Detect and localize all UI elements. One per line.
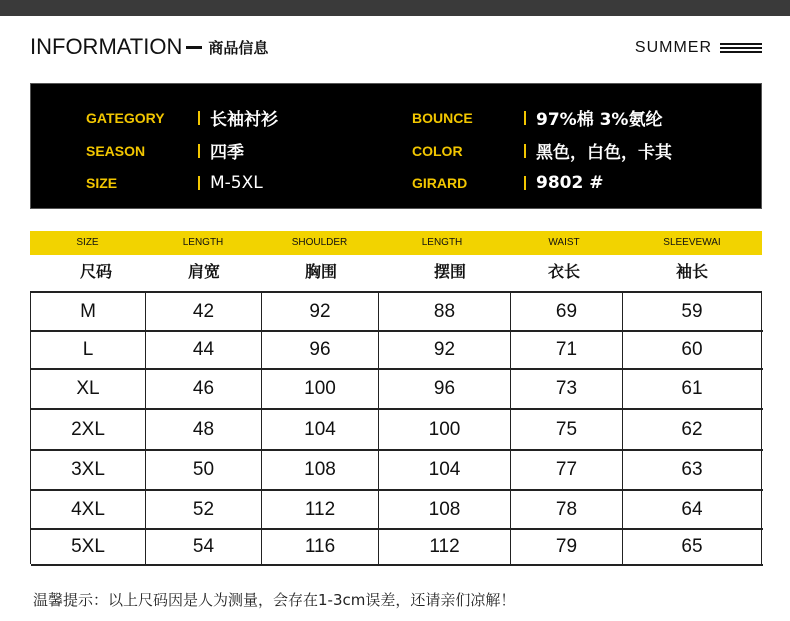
summer-tag — [635, 39, 762, 57]
table-cell: 54 — [146, 530, 262, 564]
size-table — [30, 291, 762, 564]
table-cell: 42 — [146, 293, 262, 330]
table-cell: 77 — [511, 451, 623, 489]
table-cell: 46 — [146, 370, 262, 408]
info-key: GIRARD — [412, 175, 468, 191]
table-cell: 78 — [511, 491, 623, 528]
section-title — [30, 33, 268, 61]
table-row — [31, 530, 763, 566]
info-row-size — [86, 173, 263, 193]
table-cell: 104 — [262, 410, 379, 449]
subheader-cell: 尺码 — [79, 262, 112, 281]
header-cell: LENGTH — [421, 237, 463, 248]
info-key: SEASON — [86, 142, 146, 159]
info-separator — [524, 176, 526, 190]
table-cell: 88 — [379, 293, 511, 330]
table-cell: 71 — [511, 332, 623, 368]
size-table-header — [30, 231, 762, 255]
size-disclaimer: 温馨提示：以上尺码因是人为测量，会存在1-3cm误差，还请亲们凉解！ — [33, 591, 516, 609]
summer-label: SUMMER — [634, 39, 712, 56]
header-cell: WAIST — [548, 237, 580, 248]
table-cell: 116 — [262, 530, 379, 564]
table-cell: 60 — [623, 332, 762, 368]
table-cell: L — [31, 332, 146, 368]
table-cell: 4XL — [31, 491, 146, 528]
header-cell: SLEEVEWAI — [663, 237, 721, 248]
table-cell: 61 — [623, 370, 762, 408]
table-cell: 96 — [262, 332, 379, 368]
table-cell: 62 — [623, 410, 762, 449]
info-value: 9802 # — [536, 173, 604, 193]
table-cell: 108 — [379, 491, 511, 528]
header-cell: SHOULDER — [291, 237, 348, 248]
table-row — [31, 491, 763, 530]
info-separator — [198, 144, 200, 158]
product-info-panel — [30, 83, 762, 209]
table-cell: 112 — [379, 530, 511, 564]
info-row-category — [86, 105, 278, 130]
table-cell: 96 — [379, 370, 511, 408]
table-cell: 100 — [379, 410, 511, 449]
info-row-girard — [412, 173, 603, 193]
title-english: INFORMATION — [30, 34, 183, 59]
info-value: 长袖衬衫 — [210, 110, 278, 130]
info-separator — [198, 176, 200, 190]
info-value: 四季 — [210, 143, 244, 163]
table-row — [31, 451, 763, 491]
table-cell: 73 — [511, 370, 623, 408]
table-cell: 2XL — [31, 410, 146, 449]
info-row-season — [86, 138, 244, 163]
table-cell: 5XL — [31, 530, 146, 564]
table-cell: 79 — [511, 530, 623, 564]
table-cell: 100 — [262, 370, 379, 408]
table-cell: XL — [31, 370, 146, 408]
info-key: BOUNCE — [412, 109, 473, 126]
table-cell: 63 — [623, 451, 762, 489]
top-bar — [0, 0, 790, 16]
subheader-cell: 胸围 — [304, 262, 337, 281]
table-cell: 65 — [623, 530, 762, 564]
size-table-subheader — [30, 255, 762, 289]
table-cell: 92 — [379, 332, 511, 368]
info-separator — [198, 111, 200, 125]
subheader-cell: 肩宽 — [187, 262, 220, 281]
subheader-cell: 衣长 — [547, 262, 580, 281]
info-separator — [524, 144, 526, 158]
info-key: GATEGORY — [86, 109, 165, 126]
info-key: SIZE — [86, 175, 118, 191]
table-cell: 108 — [262, 451, 379, 489]
table-cell: 69 — [511, 293, 623, 330]
table-cell: 104 — [379, 451, 511, 489]
table-cell: 112 — [262, 491, 379, 528]
table-cell: 3XL — [31, 451, 146, 489]
table-cell: 59 — [623, 293, 762, 330]
table-cell: 64 — [623, 491, 762, 528]
table-cell: 48 — [146, 410, 262, 449]
header-cell: SIZE — [76, 237, 99, 248]
table-cell: 92 — [262, 293, 379, 330]
title-chinese: 商品信息 — [208, 38, 269, 57]
table-cell: 52 — [146, 491, 262, 528]
info-row-color — [412, 138, 672, 163]
info-value: 97%棉 3%氨纶 — [536, 110, 663, 130]
info-value: M-5XL — [210, 173, 263, 193]
header-cell: LENGTH — [182, 237, 224, 248]
table-row — [31, 410, 763, 451]
subheader-cell: 摆围 — [433, 262, 466, 281]
table-cell: 50 — [146, 451, 262, 489]
subheader-cell: 袖长 — [675, 262, 708, 281]
info-value: 黑色，白色，卡其 — [536, 143, 672, 163]
table-row — [31, 332, 763, 370]
table-cell: M — [31, 293, 146, 330]
info-separator — [524, 111, 526, 125]
table-row — [31, 370, 763, 410]
info-key: COLOR — [412, 142, 463, 159]
table-cell: 75 — [511, 410, 623, 449]
info-row-bounce — [412, 105, 662, 130]
stripes-icon — [720, 43, 762, 54]
title-dash — [186, 46, 202, 49]
table-cell: 44 — [146, 332, 262, 368]
table-row — [31, 293, 763, 332]
